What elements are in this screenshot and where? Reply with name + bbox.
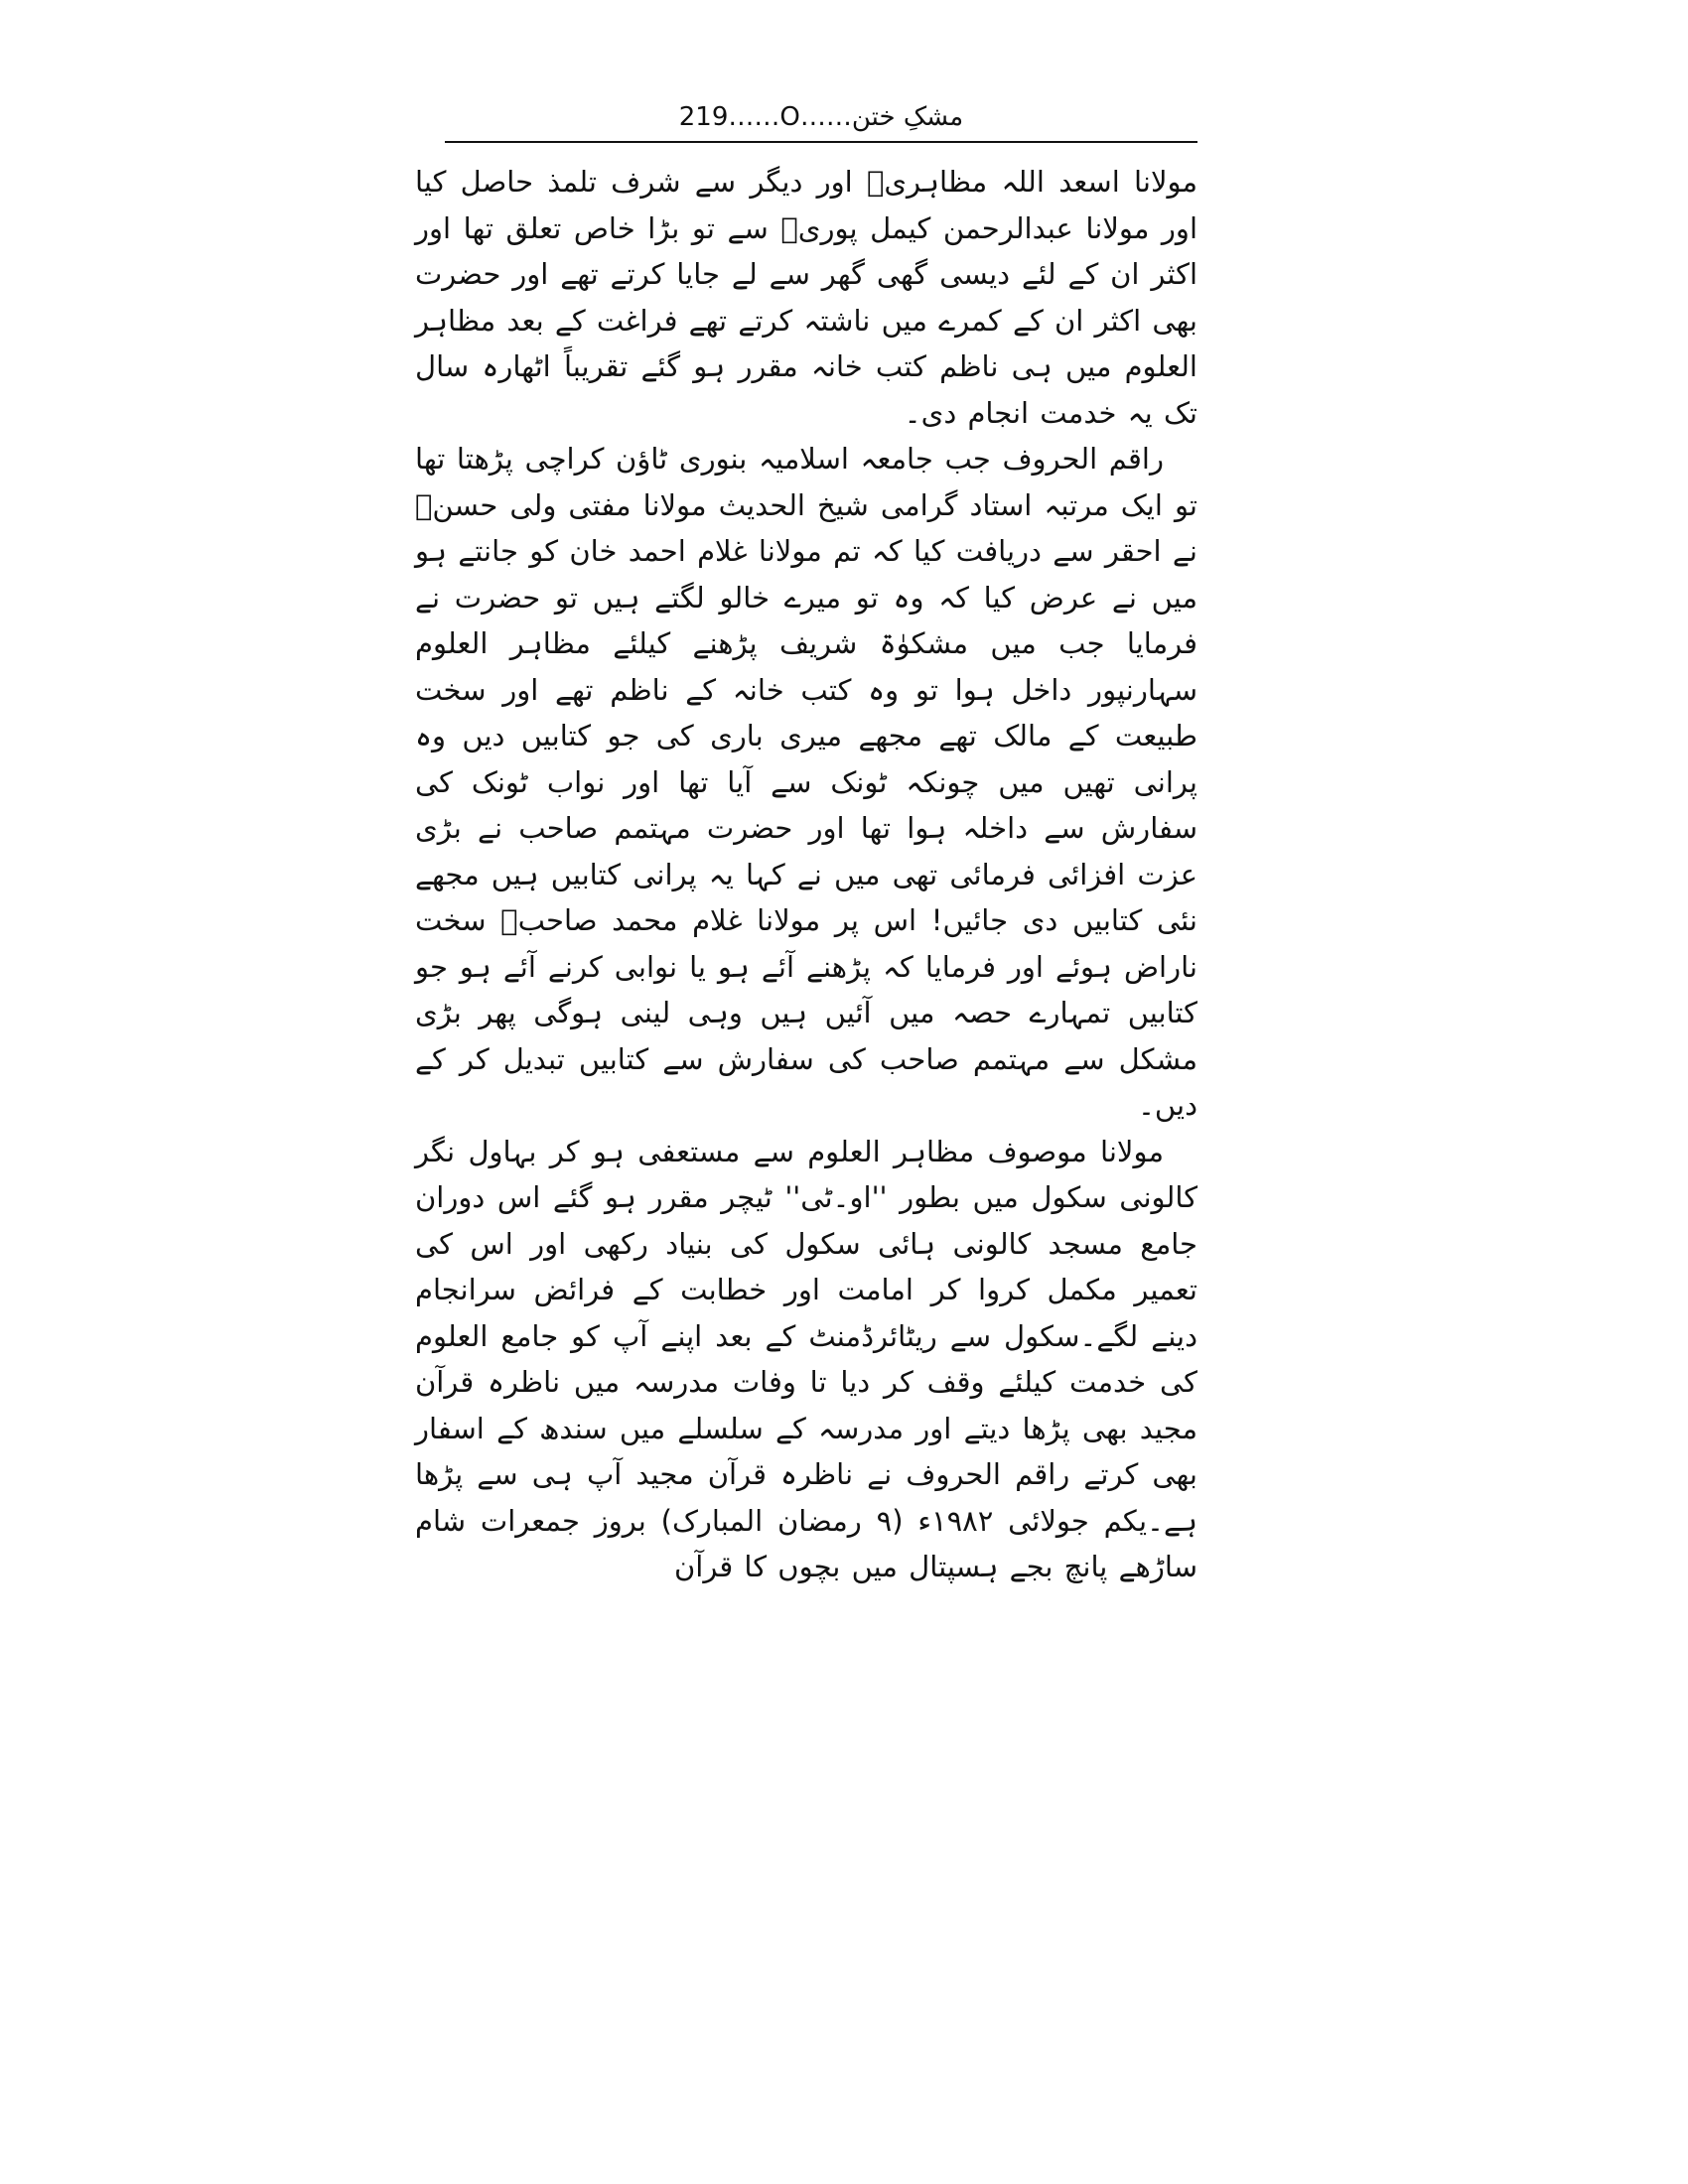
paragraph-3: مولانا موصوف مظاہر العلوم سے مستعفی ہو کر بہاول نگر کالونی سکول میں بطور ''او۔ٹی'' ٹیچر مقرر ہو گئے اس دوران جامع مسجد کالونی ہائی سکول کی بنیاد رکھی اور اس کی تعمیر مکمل کروا کر امامت اور خطابت کے فرائض سرانجام دینے لگے۔سکول سے ریٹائرڈمنٹ کے بعد اپنے آپ کو جامع العلوم کی خدمت کیلئے وقف کر دیا تا وفات مدرسہ میں ناظرہ قرآن مجید بھی پڑھا دیتے اور مدرسہ کے سلسلے میں سندھ کے اسفار بھی کرتے راقم الحروف نے ناظرہ قرآن مجید آپ ہی سے پڑھا ہے۔یکم جولائی ۱۹۸۲ء (۹ رمضان المبارک) بروز جمعرات شام ساڑھے پانچ بجے ہسپتال میں بچوں کا قرآن — [415, 1134, 1197, 1583]
paragraph-2: راقم الحروف جب جامعہ اسلامیہ بنوری ٹاؤن کراچی پڑھتا تھا تو ایک مرتبہ استاد گرامی شیخ الحدیث مولانا مفتی ولی حسنؒ نے احقر سے دریافت کیا کہ تم مولانا غلام احمد خان کو جانتے ہو میں نے عرض کیا کہ وہ تو میرے خالو لگتے ہیں تو حضرت نے فرمایا جب میں مشکوٰۃ شریف پڑھنے کیلئے مظاہر العلوم سہارنپور داخل ہوا تو وہ کتب خانہ کے ناظم تھے اور سخت طبیعت کے مالک تھے مجھے میری باری کی جو کتابیں دیں وہ پرانی تھیں میں چونکہ ٹونک سے آیا تھا اور نواب ٹونک کی سفارش سے داخلہ ہوا تھا اور حضرت مہتمم صاحب نے بڑی عزت افزائی فرمائی تھی میں نے کہا یہ پرانی کتابیں ہیں مجھے نئی کتابیں دی جائیں! اس پر مولانا غلام محمد صاحبؒ سخت ناراض ہوئے اور فرمایا کہ پڑھنے آئے ہو یا نوابی کرنے آئے ہو جو کتابیں تمہارے حصہ میں آئیں ہیں وہی لینی ہوگی پھر بڑی مشکل سے مہتمم صاحب کی سفارش سے کتابیں تبدیل کر کے دیں۔ — [415, 442, 1197, 1122]
header-separator: ……O…… — [728, 102, 852, 132]
book-title: مشکِ ختن — [851, 102, 964, 132]
paragraph-1: مولانا اسعد اللہ مظاہریؒ اور دیگر سے شرف تلمذ حاصل کیا اور مولانا عبدالرحمن کیمل پوریؒ سے تو بڑا خاص تعلق تھا اور اکثر ان کے لئے دیسی گھی گھر سے لے جایا کرتے تھے اور حضرت بھی اکثر ان کے کمرے میں ناشتہ کرتے تھے فراغت کے بعد مظاہر العلوم میں ہی ناظم کتب خانہ مقرر ہو گئے تقریباً اٹھارہ سال تک یہ خدمت انجام دی۔ — [415, 165, 1197, 430]
body-text — [415, 159, 1197, 1590]
running-header — [445, 99, 1197, 135]
header-rule — [445, 141, 1197, 143]
page-number: 219 — [678, 102, 729, 132]
